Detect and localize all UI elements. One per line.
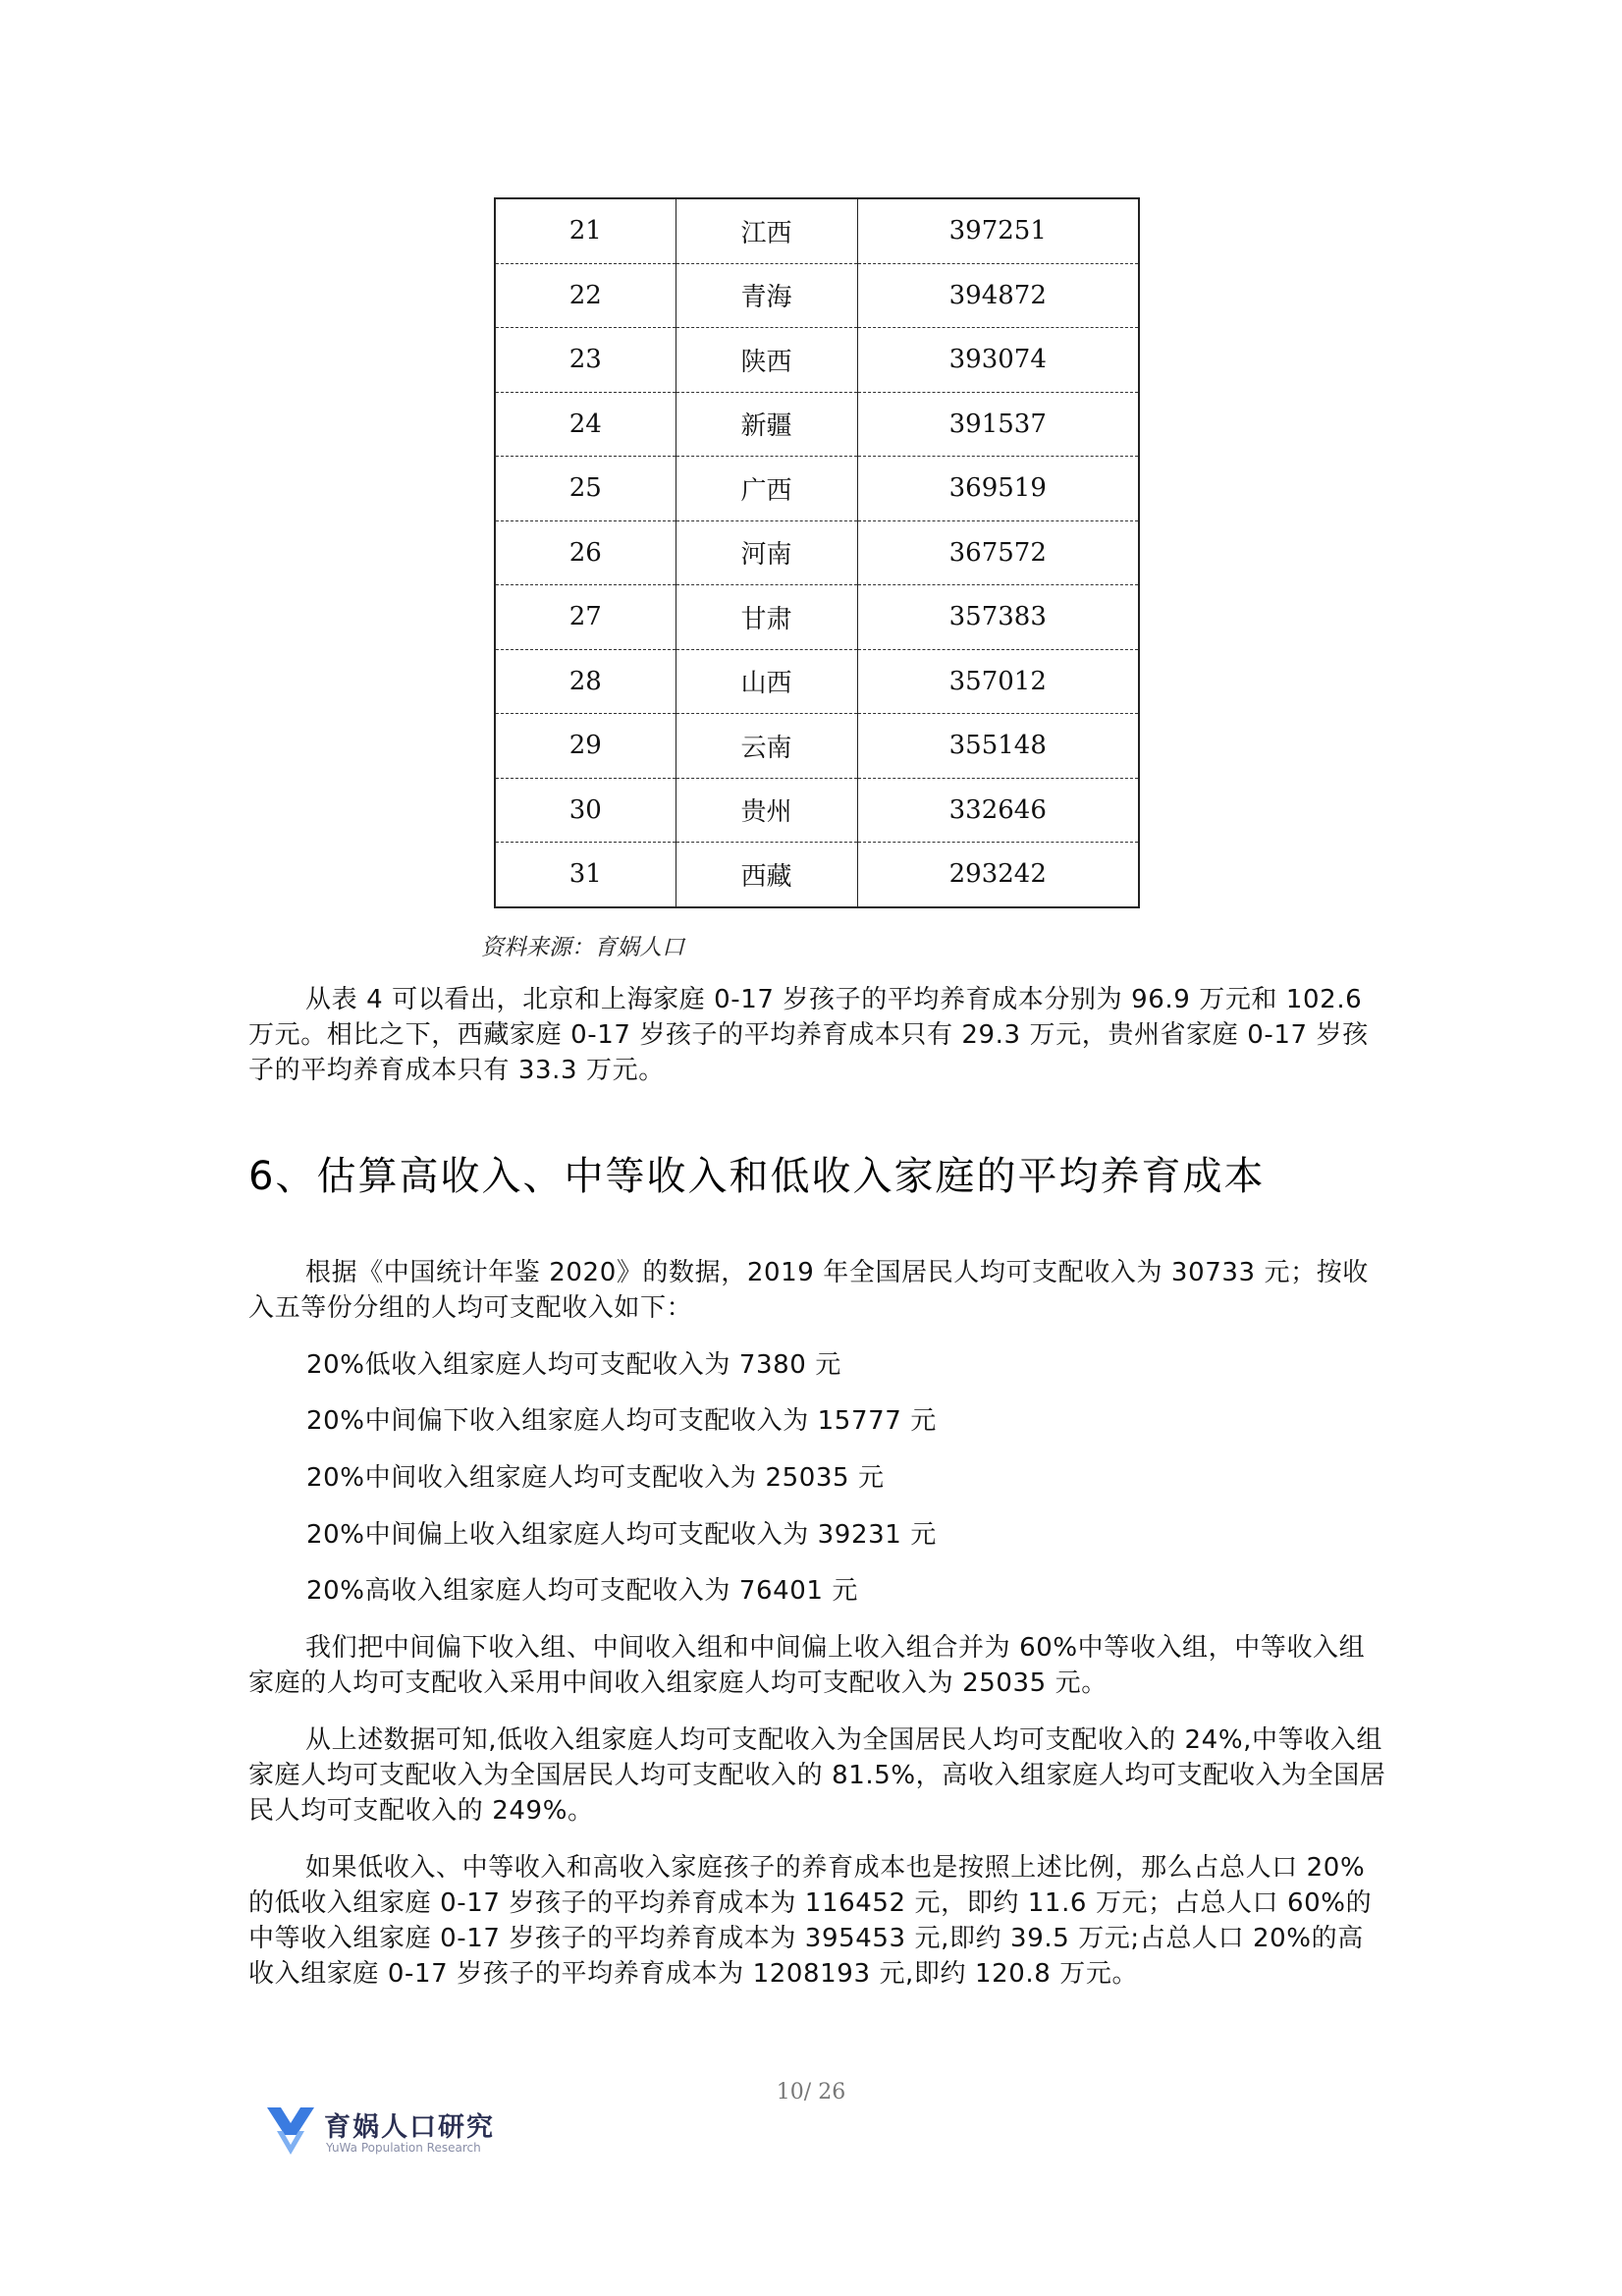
table-row xyxy=(495,198,1139,263)
rank-cell: 22 xyxy=(495,263,676,328)
logo-subtitle: YuWa Population Research xyxy=(326,2141,481,2155)
cost-cell: 393074 xyxy=(857,328,1139,393)
yuwa-logo-icon xyxy=(263,2102,318,2159)
table-row xyxy=(495,263,1139,328)
paragraph-table-summary: 从表 4 可以看出，北京和上海家庭 0-17 岁孩子的平均养育成本分别为 96.9 万元和 102.6 万元。相比之下，西藏家庭 0-17 岁孩子的平均养育成本只有 29.3 万元，贵州省家庭 0-17 岁孩子的平均养育成本只有 33.3 万元。 xyxy=(248,985,1369,1085)
province-cell: 河南 xyxy=(676,520,857,585)
rank-cell: 27 xyxy=(495,585,676,650)
rank-cell: 24 xyxy=(495,392,676,457)
rank-cell: 30 xyxy=(495,778,676,843)
province-cell: 西藏 xyxy=(676,843,857,907)
cost-cell: 367572 xyxy=(857,520,1139,585)
province-cell: 新疆 xyxy=(676,392,857,457)
province-cell: 广西 xyxy=(676,457,857,521)
table-row xyxy=(495,457,1139,521)
income-list-item: 20%中间偏上收入组家庭人均可支配收入为 39231 元 xyxy=(306,1520,937,1550)
income-list-item: 20%低收入组家庭人均可支配收入为 7380 元 xyxy=(306,1350,841,1380)
province-cell: 甘肃 xyxy=(676,585,857,650)
table-row xyxy=(495,328,1139,393)
income-list-item: 20%中间收入组家庭人均可支配收入为 25035 元 xyxy=(306,1463,885,1493)
province-cell: 云南 xyxy=(676,714,857,779)
cost-cell: 355148 xyxy=(857,714,1139,779)
paragraph-middle-income: 我们把中间偏下收入组、中间收入组和中间偏上收入组合并为 60%中等收入组，中等收入组家庭的人均可支配收入采用中间收入组家庭人均可支配收入为 25035 元。 xyxy=(248,1633,1366,1698)
source-note: 资料来源：育娲人口 xyxy=(481,935,684,960)
logo-title: 育娲人口研究 xyxy=(324,2112,495,2143)
cost-cell: 357012 xyxy=(857,649,1139,714)
footer-logo xyxy=(263,2102,558,2160)
province-cell: 贵州 xyxy=(676,778,857,843)
paragraph-cost-estimate: 如果低收入、中等收入和高收入家庭孩子的养育成本也是按照上述比例，那么占总人口 20%的低收入组家庭 0-17 岁孩子的平均养育成本为 116452 元，即约 11.6 万元；占总人口 60%的中等收入组家庭 0-17 岁孩子的平均养育成本为 395453 元,即约 39.5 万元;占总人口 20%的高收入组家庭 0-17 岁孩子的平均养育成本为 1208193 元,即约 120.8 万元。 xyxy=(248,1853,1373,1989)
rank-cell: 21 xyxy=(495,198,676,263)
cost-cell: 391537 xyxy=(857,392,1139,457)
table-row xyxy=(495,520,1139,585)
cost-cell: 293242 xyxy=(857,843,1139,907)
rank-cell: 28 xyxy=(495,649,676,714)
province-cell: 青海 xyxy=(676,263,857,328)
cost-cell: 357383 xyxy=(857,585,1139,650)
cost-ranking-table xyxy=(494,197,1140,908)
cost-cell: 397251 xyxy=(857,198,1139,263)
table-row xyxy=(495,585,1139,650)
rank-cell: 23 xyxy=(495,328,676,393)
rank-cell: 25 xyxy=(495,457,676,521)
table-row xyxy=(495,649,1139,714)
page-number: 10/ 26 xyxy=(776,2080,846,2105)
cost-cell: 394872 xyxy=(857,263,1139,328)
province-cell: 山西 xyxy=(676,649,857,714)
province-cell: 江西 xyxy=(676,198,857,263)
income-list-item: 20%中间偏下收入组家庭人均可支配收入为 15777 元 xyxy=(306,1406,937,1436)
table-row xyxy=(495,843,1139,907)
rank-cell: 31 xyxy=(495,843,676,907)
cost-cell: 369519 xyxy=(857,457,1139,521)
rank-cell: 26 xyxy=(495,520,676,585)
section-heading: 6、估算高收入、中等收入和低收入家庭的平均养育成本 xyxy=(248,1154,1266,1199)
table-row xyxy=(495,778,1139,843)
table-row xyxy=(495,714,1139,779)
cost-cell: 332646 xyxy=(857,778,1139,843)
table-row xyxy=(495,392,1139,457)
rank-cell: 29 xyxy=(495,714,676,779)
paragraph-income-ratio: 从上述数据可知,低收入组家庭人均可支配收入为全国居民人均可支配收入的 24%,中等收入组家庭人均可支配收入为全国居民人均可支配收入的 81.5%，高收入组家庭人均可支配收入为全国居民人均可支配收入的 249%。 xyxy=(248,1725,1386,1826)
income-list-item: 20%高收入组家庭人均可支配收入为 76401 元 xyxy=(306,1576,859,1606)
paragraph-income-intro: 根据《中国统计年鉴 2020》的数据，2019 年全国居民人均可支配收入为 30733 元；按收入五等份分组的人均可支配收入如下： xyxy=(248,1258,1369,1323)
province-cell: 陕西 xyxy=(676,328,857,393)
